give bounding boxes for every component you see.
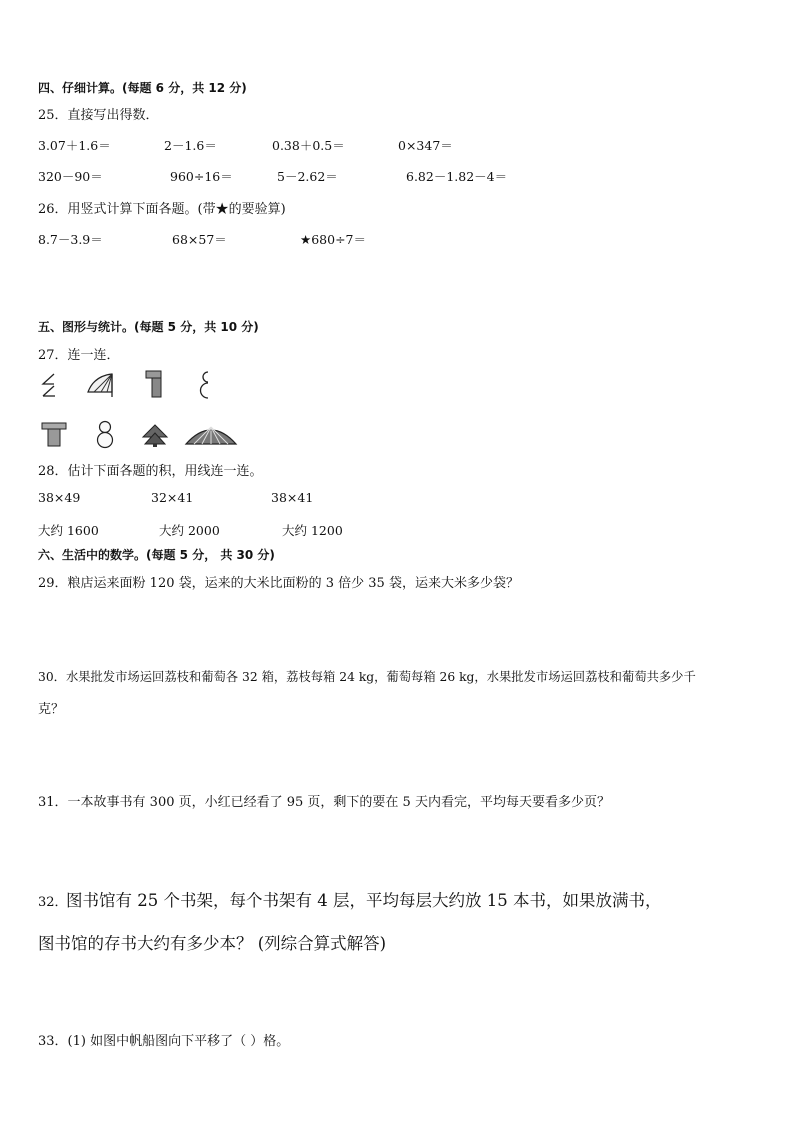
q25-item-2: 2－1.6＝ [164,138,217,153]
question-30-line-1: 30．水果批发市场运回荔枝和葡萄各 32 箱，荔枝每箱 24 kg，葡萄每箱 26 kg，水果批发市场运回荔枝和葡萄共多少千 [38,670,696,684]
q25-item-7: 5－2.62＝ [277,169,338,184]
question-27: 27．连一连． [38,348,120,363]
snowman-icon [94,419,116,449]
half-snowman-icon [196,369,212,401]
question-32-line-2: 图书馆的存书大约有多少本？ (列综合算式解答) [38,934,387,953]
question-33: 33．(1) 如图中帆船图向下平移了（ ）格。 [38,1034,290,1049]
q28-expression-2: 32×41 [151,490,194,505]
q26-item-3: ★680÷7＝ [300,232,366,247]
question-32-line-1: 图书馆有 25 个书架，每个书架有 4 层，平均每层大约放 15 本书，如果放满书， [66,891,662,910]
q25-item-4: 0×347＝ [398,138,453,153]
question-31: 31．一本故事书有 300 页，小红已经看了 95 页，剩下的要在 5 天内看完，平均每天要看多少页？ [38,795,610,810]
q28-estimate-3: 大约 1200 [282,523,343,538]
umbrella-icon [184,424,238,446]
q28-expression-3: 38×41 [271,490,314,505]
q25-item-8: 6.82－1.82－4＝ [406,169,508,184]
q25-item-3: 0.38＋0.5＝ [272,138,345,153]
q28-estimate-2: 大约 2000 [159,523,220,538]
section-6-title: 六、生活中的数学。(每题 5 分， 共 30 分) [38,548,275,562]
tree-icon [140,423,170,447]
house-icon [40,421,68,447]
q25-item-6: 960÷16＝ [170,169,233,184]
question-25: 25．直接写出得数． [38,108,159,123]
q28-estimate-1: 大约 1600 [38,523,99,538]
question-28: 28．估计下面各题的积，用线连一连。 [38,464,263,479]
question-30-line-2: 克？ [38,702,65,717]
section-4-title: 四、仔细计算。(每题 6 分，共 12 分) [38,81,247,95]
q25-item-5: 320－90＝ [38,169,103,184]
question-32-number: 32． [38,895,68,910]
q28-expression-1: 38×49 [38,490,81,505]
q25-item-1: 3.07＋1.6＝ [38,138,111,153]
q26-item-2: 68×57＝ [172,232,227,247]
section-5-title: 五、图形与统计。(每题 5 分，共 10 分) [38,320,259,334]
question-29: 29．粮店运来面粉 120 袋，运来的大米比面粉的 3 倍少 35 袋，运来大米多少袋？ [38,576,519,591]
half-house-icon [40,372,58,398]
q26-item-1: 8.7－3.9＝ [38,232,103,247]
half-tower-icon [143,369,163,399]
question-26: 26．用竖式计算下面各题。(带★的要验算) [38,202,286,217]
half-umbrella-icon [86,372,114,398]
